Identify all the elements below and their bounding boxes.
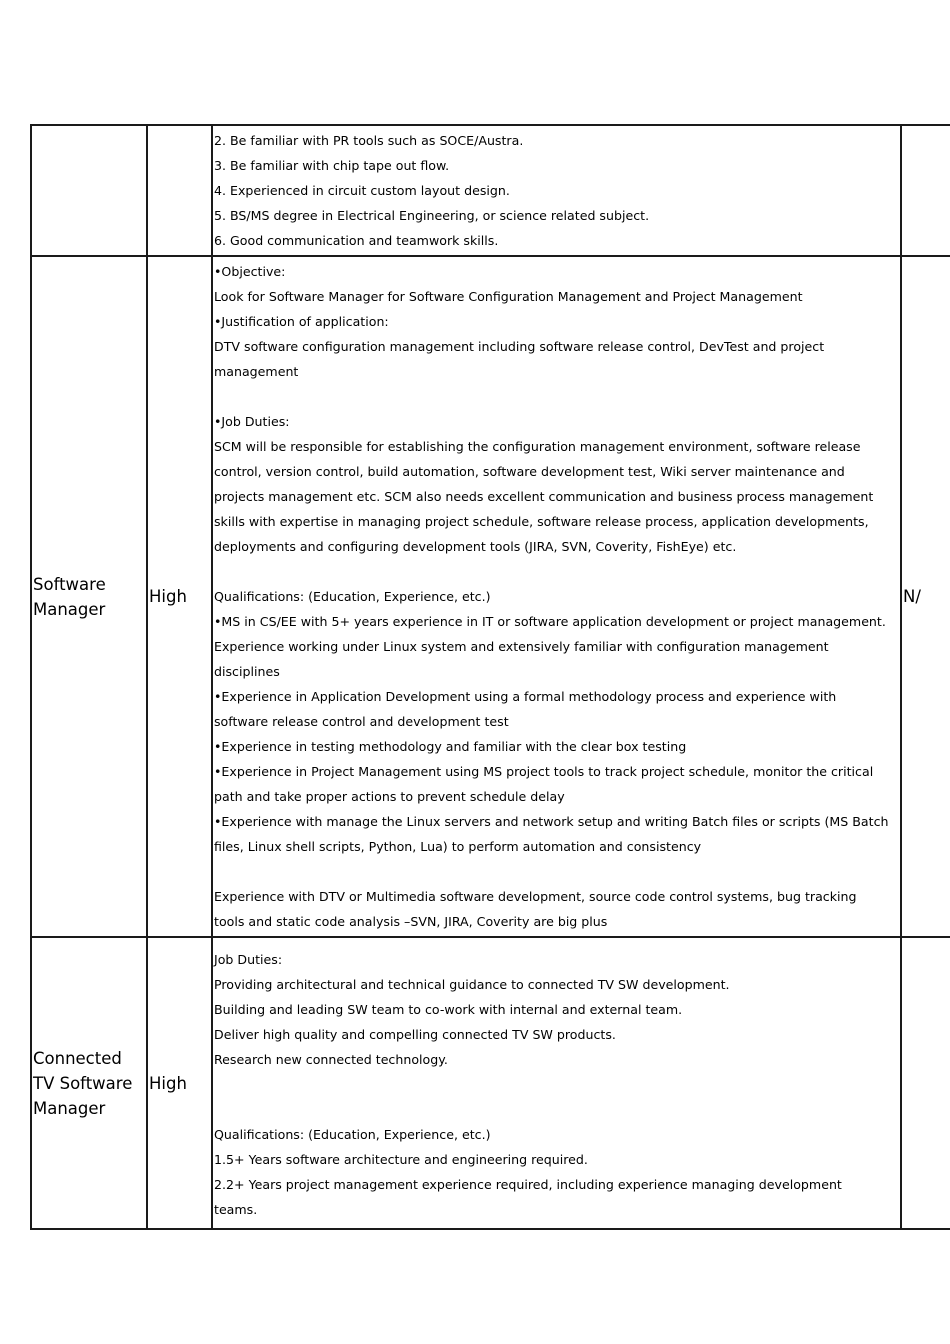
description-line: management (214, 364, 299, 379)
description-line: •MS in CS/EE with 5+ years experience in IT or software application development or project management. (214, 614, 886, 629)
description-line: •Experience in Project Management using MS project tools to track project schedule, monitor the critical (214, 764, 874, 779)
table-row (31, 256, 950, 937)
description-cell (212, 937, 901, 1229)
priority-cell: High (147, 256, 212, 937)
description-line: 5. BS/MS degree in Electrical Engineering, or science related subject. (214, 208, 650, 223)
description-line: •Objective: (214, 264, 286, 279)
description-line: DTV software configuration management including software release control, DevTest and project (214, 339, 825, 354)
description-line: Qualifications: (Education, Experience, etc.) (214, 1127, 491, 1142)
description-line: Job Duties: (214, 952, 283, 967)
position-title-cell (31, 125, 147, 256)
description-line: 2.2+ Years project management experience required, including experience managing development (214, 1177, 842, 1192)
description-line: 1.5+ Years software architecture and engineering required. (214, 1152, 588, 1167)
table-row (31, 937, 950, 1229)
priority-cell (147, 125, 212, 256)
description-line: Deliver high quality and compelling connected TV SW products. (214, 1027, 616, 1042)
description-line: tools and static code analysis –SVN, JIRA, Coverity are big plus (214, 914, 608, 929)
description-line: Experience with DTV or Multimedia software development, source code control systems, bug tracking (214, 889, 857, 904)
description-line: Providing architectural and technical guidance to connected TV SW development. (214, 977, 730, 992)
description-line: •Experience with manage the Linux servers and network setup and writing Batch files or scripts (MS Batch (214, 814, 889, 829)
description-line: Building and leading SW team to co-work with internal and external team. (214, 1002, 683, 1017)
description-line: projects management etc. SCM also needs excellent communication and business process management (214, 489, 874, 504)
description-line: disciplines (214, 664, 280, 679)
description-line (214, 859, 900, 884)
description-line: Look for Software Manager for Software Configuration Management and Project Management (214, 289, 803, 304)
description-line: 6. Good communication and teamwork skills. (214, 233, 499, 248)
description-line: skills with expertise in managing project schedule, software release process, application developments, (214, 514, 869, 529)
note-cell (901, 937, 950, 1229)
description-line: Research new connected technology. (214, 1052, 448, 1067)
position-title-cell (31, 937, 147, 1229)
description-line: Experience working under Linux system and extensively familiar with configuration management (214, 639, 829, 654)
description-cell (212, 256, 901, 937)
description-line: •Job Duties: (214, 414, 290, 429)
description-line: 2. Be familiar with PR tools such as SOCE/Austra. (214, 133, 524, 148)
description-line: deployments and configuring development tools (JIRA, SVN, Coverity, FishEye) etc. (214, 539, 737, 554)
note-cell (901, 125, 950, 256)
description-line: SCM will be responsible for establishing the configuration management environment, software release (214, 439, 861, 454)
description-line: •Justification of application: (214, 314, 389, 329)
description-line: •Experience in testing methodology and familiar with the clear box testing (214, 739, 687, 754)
description-line: 4. Experienced in circuit custom layout design. (214, 183, 510, 198)
note-cell: N/ (901, 256, 950, 937)
position-title-cell (31, 256, 147, 937)
position-title-line: Software (33, 574, 106, 594)
description-line: control, version control, build automation, software development test, Wiki server maintenance and (214, 464, 845, 479)
position-title-line: Manager (33, 599, 106, 619)
description-line: •Experience in Application Development using a formal methodology process and experience with (214, 689, 837, 704)
description-line: files, Linux shell scripts, Python, Lua) to perform automation and consistency (214, 839, 702, 854)
job-requirements-table (30, 124, 950, 1230)
table-row (31, 125, 950, 256)
position-title-line: Connected (33, 1048, 122, 1068)
description-line (214, 384, 900, 409)
description-line: software release control and development test (214, 714, 509, 729)
description-line: teams. (214, 1202, 258, 1217)
description-line (214, 1097, 900, 1122)
description-cell (212, 125, 901, 256)
position-title-line: TV Software (33, 1073, 133, 1093)
description-line (214, 1072, 900, 1097)
description-line (214, 559, 900, 584)
description-line: path and take proper actions to prevent schedule delay (214, 789, 565, 804)
description-line: 3. Be familiar with chip tape out flow. (214, 158, 450, 173)
position-title-line: Manager (33, 1098, 106, 1118)
priority-cell: High (147, 937, 212, 1229)
description-line: Qualifications: (Education, Experience, etc.) (214, 589, 491, 604)
